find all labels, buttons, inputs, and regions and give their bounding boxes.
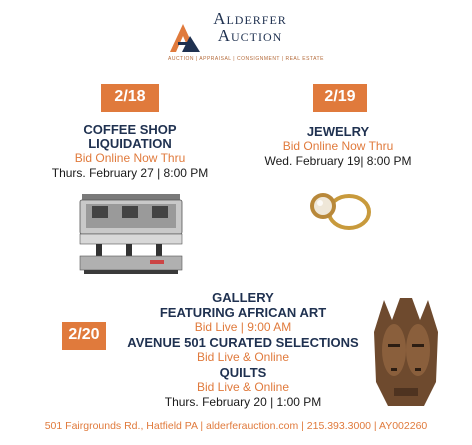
logo-name-line1: Alderfer bbox=[213, 9, 287, 28]
gallery-bid1: Bid Live | 9:00 AM bbox=[194, 320, 292, 334]
logo-name-line2: Auction bbox=[217, 26, 283, 45]
coffee-auction-block[interactable] bbox=[40, 123, 220, 181]
gallery-title-line2: FEATURING AFRICAN ART bbox=[159, 305, 327, 320]
logo-tagline: AUCTION | APPRAISAL | CONSIGNMENT | REAL ESTATE bbox=[168, 56, 324, 62]
alderfer-auction-logo bbox=[168, 9, 324, 62]
coffee-title-line1: COFFEE SHOP bbox=[83, 122, 177, 137]
gallery-bid2: Bid Live & Online bbox=[196, 350, 290, 364]
gallery-title-line3: AVENUE 501 CURATED SELECTIONS bbox=[127, 335, 359, 350]
gallery-title-line4: QUILTS bbox=[219, 365, 267, 380]
a-mountain-logo-icon bbox=[168, 20, 202, 54]
gallery-end: Thurs. February 20 | 1:00 PM bbox=[164, 395, 322, 409]
coffee-bid: Bid Online Now Thru bbox=[74, 151, 186, 165]
african-mask-image bbox=[368, 292, 444, 412]
date-badge-coffee: 2/18 bbox=[101, 84, 159, 112]
jewelry-title: JEWELRY bbox=[306, 124, 370, 139]
gallery-auction-block[interactable] bbox=[108, 290, 378, 410]
jewelry-end: Wed. February 19| 8:00 PM bbox=[264, 154, 412, 168]
jewelry-auction-block[interactable] bbox=[253, 125, 423, 169]
coffee-title-line2: LIQUIDATION bbox=[88, 136, 172, 151]
espresso-machine-image bbox=[78, 190, 184, 276]
gallery-title-line1: GALLERY bbox=[212, 290, 274, 305]
footer-contact: 501 Fairgrounds Rd., Hatfield PA | alderferauction.com | 215.393.3000 | AY002260 bbox=[44, 420, 428, 432]
coffee-end: Thurs. February 27 | 8:00 PM bbox=[51, 166, 209, 180]
date-badge-jewelry: 2/19 bbox=[313, 84, 367, 112]
opal-ring-image bbox=[305, 182, 375, 238]
date-badge-gallery: 2/20 bbox=[62, 322, 106, 350]
jewelry-bid: Bid Online Now Thru bbox=[282, 139, 394, 153]
gallery-bid3: Bid Live & Online bbox=[196, 380, 290, 394]
